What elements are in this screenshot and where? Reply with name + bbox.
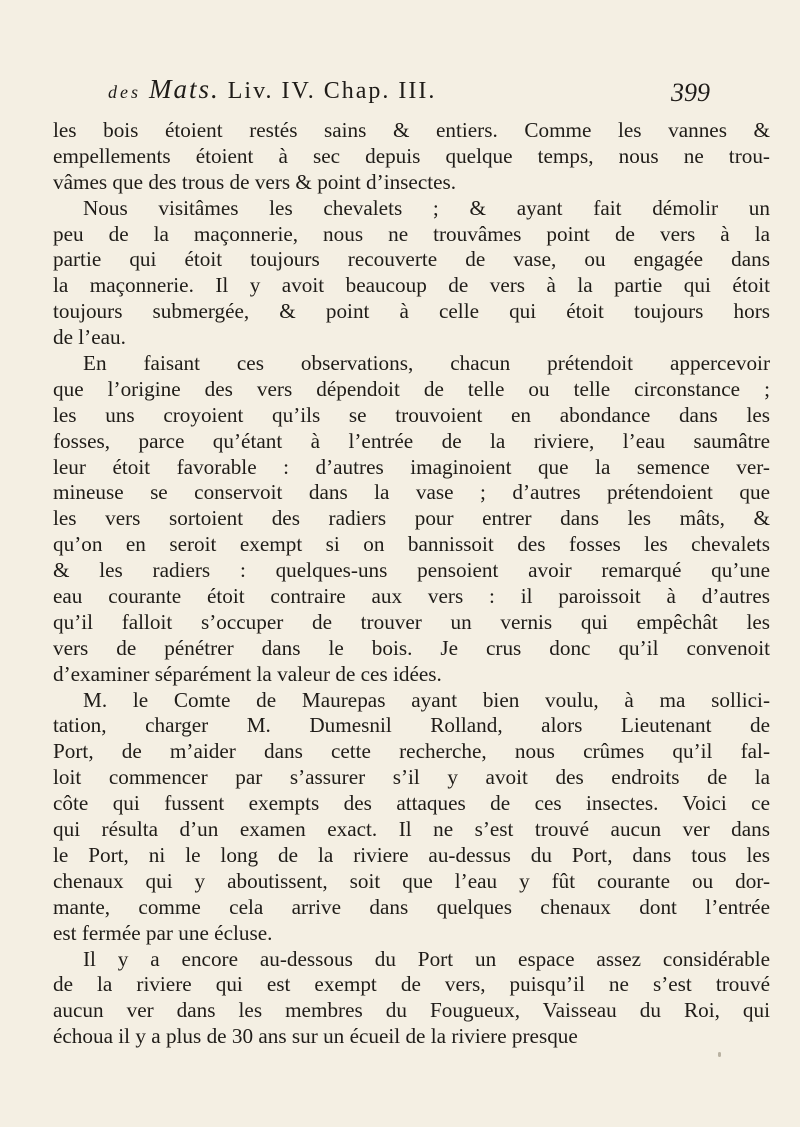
text-line: de l’eau. bbox=[53, 325, 126, 350]
running-head-des: des bbox=[108, 82, 141, 102]
text-line: Il y a encore au-dessous du Port un espace assez considérable bbox=[83, 946, 770, 971]
text-line: vâmes que des trous de vers & point d’insectes. bbox=[53, 169, 457, 194]
text-line: Nous visitâmes les chevalets ; & ayant fait démolir un bbox=[83, 195, 770, 220]
text-line: eau courante étoit contraire aux vers : il paroissoit à d’autres bbox=[53, 584, 770, 609]
text-line: vers de pénétrer dans le bois. Je crus donc qu’il convenoit bbox=[53, 635, 770, 660]
text-line: est fermée par une écluse. bbox=[53, 920, 273, 945]
text-line: les uns croyoient qu’ils se trouvoient en abondance dans les bbox=[53, 402, 770, 427]
text-line: la maçonnerie. Il y avoit beaucoup de vers à la partie qui étoit bbox=[53, 273, 770, 298]
text-line: fosses, parce qu’étant à l’entrée de la riviere, l’eau saumâtre bbox=[53, 428, 770, 453]
text-line: qui résulta d’un examen exact. Il ne s’est trouvé aucun ver dans bbox=[53, 817, 770, 842]
text-line: peu de la maçonnerie, nous ne trouvâmes point de vers à la bbox=[53, 221, 770, 246]
text-line: d’examiner séparément la valeur de ces idées. bbox=[53, 661, 442, 686]
page-number: 399 bbox=[671, 78, 710, 107]
text-line: mineuse se conservoit dans la vase ; d’autres prétendoient que bbox=[53, 480, 770, 505]
text-line: aucun ver dans les membres du Fougueux, Vaisseau du Roi, qui bbox=[53, 998, 770, 1023]
paragraph bbox=[53, 196, 770, 351]
text-line: qu’il falloit s’occuper de trouver un vernis qui empêchât les bbox=[53, 609, 770, 634]
text-line: les vers sortoient des radiers pour entrer dans les mâts, & bbox=[53, 506, 770, 531]
text-line: empellements étoient à sec depuis quelque temps, nous ne trou- bbox=[53, 143, 770, 168]
text-line: M. le Comte de Maurepas ayant bien voulu, à ma sollici- bbox=[83, 687, 770, 712]
text-line: côte qui fussent exempts des attaques de ces insectes. Voici ce bbox=[53, 791, 770, 816]
text-line: mante, comme cela arrive dans quelques chenaux dont l’entrée bbox=[53, 894, 770, 919]
text-line: En faisant ces observations, chacun prétendoit appercevoir bbox=[83, 351, 770, 376]
body-text bbox=[53, 118, 770, 1050]
text-line: échoua il y a plus de 30 ans sur un écueil de la riviere presque bbox=[53, 1024, 578, 1049]
text-line: loit commencer par s’assurer s’il y avoit des endroits de la bbox=[53, 765, 770, 790]
text-line: toujours submergée, & point à celle qui étoit toujours hors bbox=[53, 299, 770, 324]
text-line: Port, de m’aider dans cette recherche, nous crûmes qu’il fal- bbox=[53, 739, 770, 764]
paragraph bbox=[53, 947, 770, 1051]
text-line: partie qui étoit toujours recouverte de vase, ou engagée dans bbox=[53, 247, 770, 272]
text-line: que l’origine des vers dépendoit de telle ou telle circonstance ; bbox=[53, 376, 770, 401]
paragraph bbox=[53, 688, 770, 947]
paragraph bbox=[53, 351, 770, 688]
running-head bbox=[108, 74, 436, 105]
paragraph bbox=[53, 118, 770, 196]
text-line: tation, charger M. Dumesnil Rolland, alors Lieutenant de bbox=[53, 713, 770, 738]
text-line: le Port, ni le long de la riviere au-dessus du Port, dans tous les bbox=[53, 842, 770, 867]
running-head-chapter: Liv. IV. Chap. III. bbox=[227, 78, 437, 104]
text-line: & les radiers : quelques-uns pensoient avoir remarqué qu’une bbox=[53, 558, 770, 583]
text-line: qu’on en seroit exempt si on bannissoit des fosses les chevalets bbox=[53, 532, 770, 557]
running-head-mats: Mats. bbox=[149, 74, 220, 104]
text-line: de la riviere qui est exempt de vers, puisqu’il ne s’est trouvé bbox=[53, 972, 770, 997]
text-line: les bois étoient restés sains & entiers. Comme les vannes & bbox=[53, 118, 770, 142]
text-line: leur étoit favorable : d’autres imaginoient que la semence ver- bbox=[53, 454, 770, 479]
text-line: chenaux qui y aboutissent, soit que l’eau y fût courante ou dor- bbox=[53, 868, 770, 893]
page-header bbox=[108, 74, 708, 114]
paper-blemish bbox=[718, 1052, 721, 1057]
